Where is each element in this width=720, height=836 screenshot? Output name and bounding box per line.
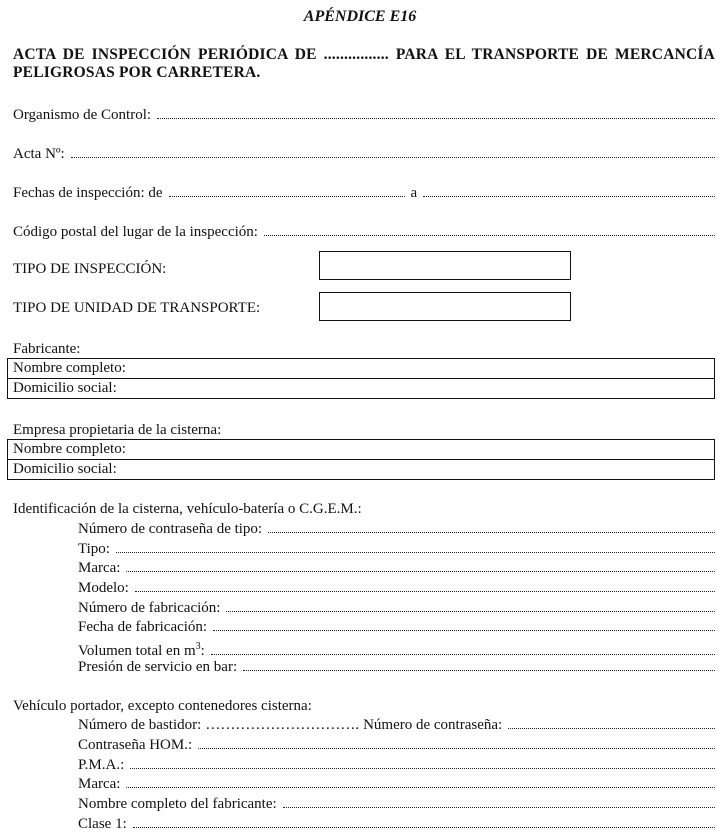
pma-field[interactable] (78, 756, 715, 774)
acta-label: Acta Nº: (13, 146, 65, 162)
codigo-postal-fill-line[interactable] (264, 223, 715, 236)
acta-field[interactable] (13, 145, 715, 163)
fechas-label: Fechas de inspección: de (13, 185, 163, 201)
pma-fill-line[interactable] (130, 756, 715, 769)
fabricante-vehiculo-fill-line[interactable] (283, 795, 715, 808)
pma-label: P.M.A.: (78, 757, 125, 773)
fabricante-vehiculo-label: Nombre completo del fabricante: (78, 796, 277, 812)
numero-fabricacion-field[interactable] (78, 599, 715, 617)
fecha-fabricacion-field[interactable] (78, 618, 715, 636)
tipo-inspeccion-label: TIPO DE INSPECCIÓN: (13, 261, 167, 277)
fabricante-vehiculo-field[interactable] (78, 795, 715, 813)
volumen-label (78, 638, 205, 660)
bastidor-label: Número de bastidor: (78, 717, 202, 733)
clase-fill-line[interactable] (133, 815, 715, 828)
tipo-inspeccion-box[interactable] (319, 251, 571, 280)
fecha-hasta-fill-line[interactable] (423, 184, 715, 197)
fecha-fabricacion-label: Fecha de fabricación: (78, 619, 208, 635)
codigo-postal-field[interactable] (13, 223, 715, 241)
contrasena-tipo-label: Número de contraseña de tipo: (78, 521, 263, 537)
volumen-fill-line[interactable] (211, 642, 715, 655)
empresa-domicilio-cell[interactable]: Domicilio social: (13, 461, 117, 477)
volumen-colon: : (200, 643, 205, 659)
fabricante-table (7, 358, 715, 399)
empresa-table (7, 439, 715, 480)
fabricante-heading: Fabricante: (13, 341, 81, 357)
tipo-unidad-box[interactable] (319, 292, 571, 321)
tipo-label: Tipo: (78, 541, 110, 557)
volumen-unit-superscript: 3 (195, 641, 201, 652)
organismo-label: Organismo de Control: (13, 107, 152, 123)
marca-fill-line[interactable] (126, 559, 715, 572)
bastidor-fill-line[interactable]: …………………………. (205, 717, 360, 733)
codigo-postal-label: Código postal del lugar de la inspección: (13, 224, 258, 240)
organismo-fill-line[interactable] (157, 106, 715, 119)
vehiculo-marca-label: Marca: (78, 776, 121, 792)
bastidor-field[interactable] (78, 716, 715, 734)
appendix-title: APÉNDICE E16 (303, 8, 417, 25)
empresa-heading: Empresa propietaria de la cisterna: (13, 422, 222, 438)
tipo-fill-line[interactable] (116, 540, 715, 553)
fechas-field[interactable] (13, 184, 715, 202)
vehiculo-marca-fill-line[interactable] (126, 775, 715, 788)
fechas-a-label: a (410, 185, 418, 201)
acta-fill-line[interactable] (71, 145, 715, 158)
organismo-field[interactable] (13, 106, 715, 124)
contrasena-fill-line[interactable] (508, 716, 715, 729)
marca-field[interactable] (78, 559, 715, 577)
marca-label: Marca: (78, 560, 121, 576)
document-title: ACTA DE INSPECCIÓN PERIÓDICA DE ................ PARA EL TRANSPORTE DE MERCANCÍA PELIGROSAS POR CARRETERA. (13, 46, 715, 81)
fecha-fabricacion-fill-line[interactable] (213, 618, 715, 631)
presion-label: Presión de servicio en bar: (78, 659, 238, 675)
empresa-nombre-cell[interactable]: Nombre completo: (8, 440, 714, 460)
hom-field[interactable] (78, 736, 715, 754)
hom-fill-line[interactable] (198, 736, 715, 749)
identificacion-heading: Identificación de la cisterna, vehículo-batería o C.G.E.M.: (13, 501, 362, 517)
modelo-fill-line[interactable] (135, 579, 715, 592)
presion-field[interactable] (78, 658, 715, 676)
volumen-field[interactable] (78, 638, 715, 660)
contrasena-tipo-field[interactable] (78, 520, 715, 538)
vehiculo-marca-field[interactable] (78, 775, 715, 793)
contrasena-tipo-fill-line[interactable] (268, 520, 715, 533)
fabricante-nombre-cell[interactable]: Nombre completo: (8, 359, 714, 379)
presion-fill-line[interactable] (243, 658, 715, 671)
volumen-label-text: Volumen total en m (78, 643, 196, 659)
vehiculo-heading: Vehículo portador, excepto contenedores cisterna: (13, 698, 312, 714)
fecha-desde-fill-line[interactable] (169, 184, 405, 197)
tipo-field[interactable] (78, 540, 715, 558)
contrasena-label: Número de contraseña: (363, 717, 503, 733)
numero-fabricacion-label: Número de fabricación: (78, 600, 221, 616)
fabricante-domicilio-cell[interactable]: Domicilio social: (13, 380, 117, 396)
modelo-label: Modelo: (78, 580, 129, 596)
numero-fabricacion-fill-line[interactable] (226, 599, 715, 612)
clase-label: Clase 1: (78, 816, 127, 832)
modelo-field[interactable] (78, 579, 715, 597)
hom-label: Contraseña HOM.: (78, 737, 193, 753)
clase-field[interactable] (78, 815, 715, 833)
tipo-unidad-label: TIPO DE UNIDAD DE TRANSPORTE: (13, 300, 261, 316)
